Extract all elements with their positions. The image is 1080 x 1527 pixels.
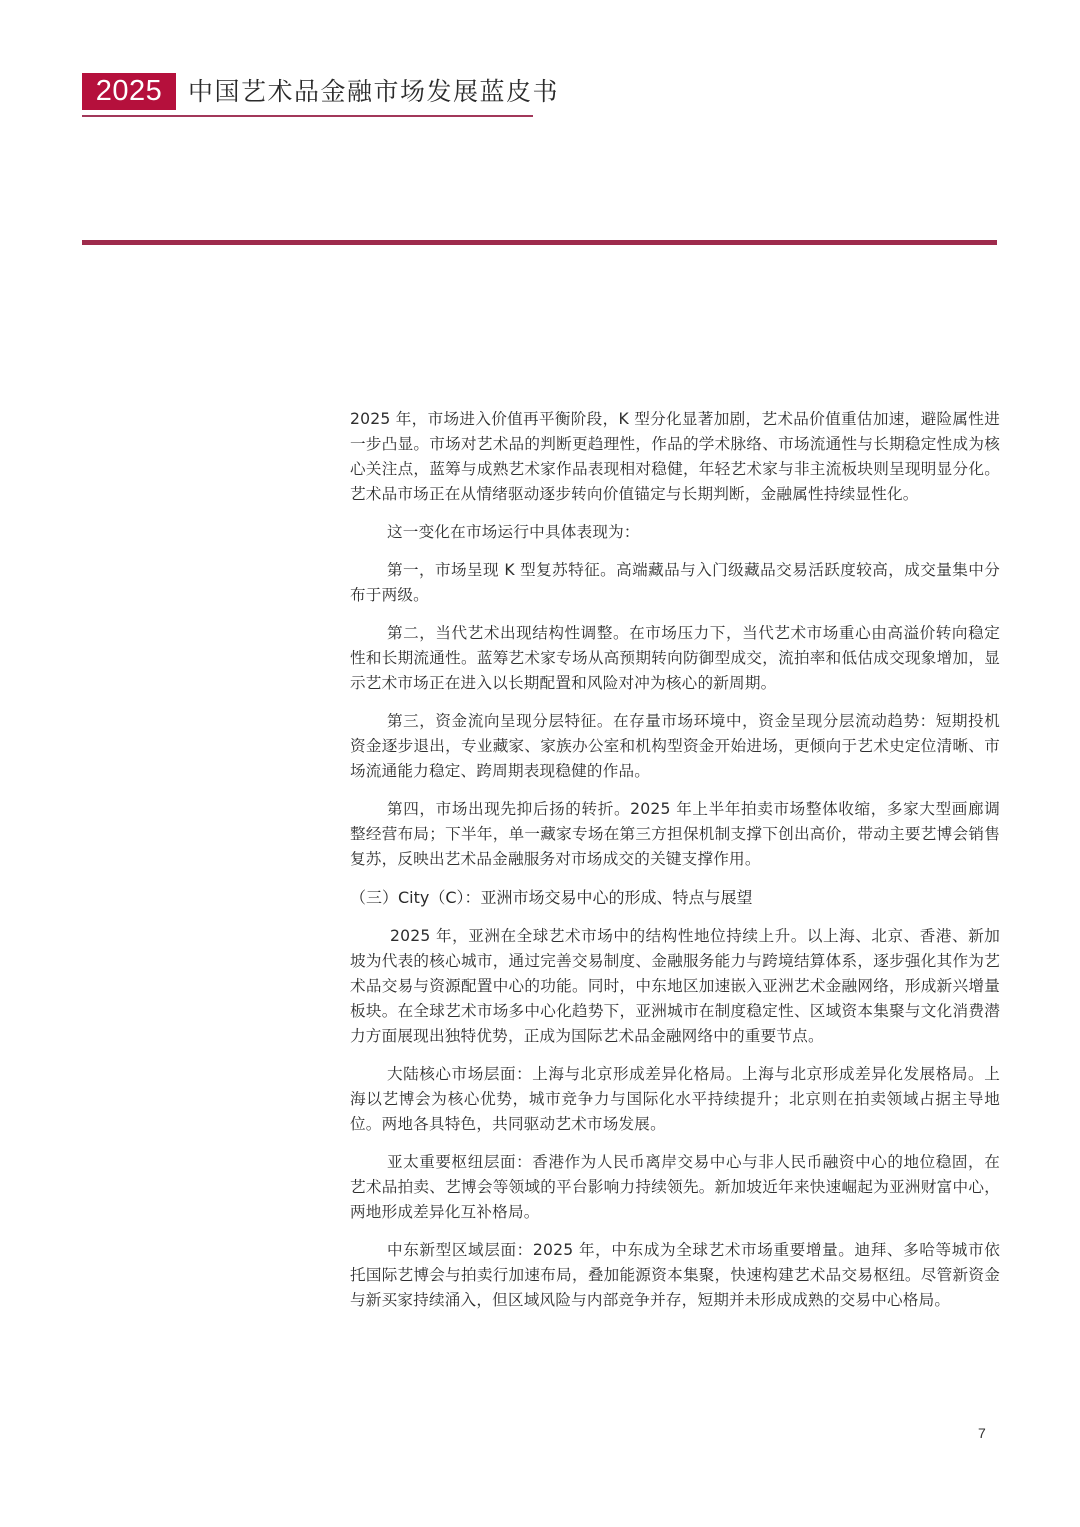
- document-title: 中国艺术品金融市场发展蓝皮书: [188, 77, 560, 106]
- body-content: [350, 407, 1000, 1326]
- intro-paragraph: 2025 年，市场进入价值再平衡阶段，K 型分化显著加剧，艺术品价值重估加速，避险属性进一步凸显。市场对艺术品的判断更趋理性，作品的学术脉络、市场流通性与长期稳定性成为核心关注点，蓝筹与成熟艺术家作品表现相对稳健，年轻艺术家与非主流板块则呈现明显分化。艺术品市场正在从情绪驱动逐步转向价值锚定与长期判断，金融属性持续显性化。: [350, 410, 1000, 503]
- page-number: 7: [978, 1425, 986, 1441]
- page-header: [82, 73, 560, 118]
- header-underline: [82, 115, 533, 117]
- point-two-paragraph: 第二，当代艺术出现结构性调整。在市场压力下，当代艺术市场重心由高溢价转向稳定性和长期流通性。蓝筹艺术家专场从高预期转向防御型成交，流拍率和低估成交现象增加，显示艺术市场正在进入以长期配置和风险对冲为核心的新周期。: [350, 624, 1000, 692]
- mainland-market-paragraph: 大陆核心市场层面：上海与北京形成差异化格局。上海与北京形成差异化发展格局。上海以艺博会为核心优势，城市竞争力与国际化水平持续提升；北京则在拍卖领域占据主导地位。两地各具特色，共同驱动艺术市场发展。: [350, 1065, 1000, 1133]
- list-intro-paragraph: 这一变化在市场运行中具体表现为：: [387, 523, 640, 541]
- asia-pacific-hub-paragraph: 亚太重要枢纽层面：香港作为人民币离岸交易中心与非人民币融资中心的地位稳固，在艺术品拍卖、艺博会等领域的平台影响力持续领先。新加坡近年来快速崛起为亚洲财富中心，两地形成差异化互补格局。: [350, 1153, 1000, 1221]
- year-badge: 2025: [82, 73, 176, 110]
- point-one-paragraph: 第一，市场呈现 K 型复苏特征。高端藏品与入门级藏品交易活跃度较高，成交量集中分布于两级。: [350, 561, 1000, 604]
- point-three-paragraph: 第三，资金流向呈现分层特征。在存量市场环境中，资金呈现分层流动趋势：短期投机资金逐步退出，专业藏家、家族办公室和机构型资金开始进场，更倾向于艺术史定位清晰、市场流通能力稳定、跨周期表现稳健的作品。: [350, 712, 1000, 780]
- section-heading: （三）City（C）：亚洲市场交易中心的形成、特点与展望: [350, 888, 753, 907]
- section-divider-rule: [82, 240, 997, 245]
- point-four-paragraph: 第四，市场出现先抑后扬的转折。2025 年上半年拍卖市场整体收缩，多家大型画廊调整经营布局；下半年，单一藏家专场在第三方担保机制支撑下创出高价，带动主要艺博会销售复苏，反映出艺术品金融服务对市场成交的关键支撑作用。: [350, 800, 1000, 868]
- middle-east-paragraph: 中东新型区域层面：2025 年，中东成为全球艺术市场重要增量。迪拜、多哈等城市依托国际艺博会与拍卖行加速布局，叠加能源资本集聚，快速构建艺术品交易枢纽。尽管新资金与新买家持续涌入，但区域风险与内部竞争并存，短期并未形成成熟的交易中心格局。: [350, 1241, 1000, 1309]
- asia-overview-paragraph: 2025 年，亚洲在全球艺术市场中的结构性地位持续上升。以上海、北京、香港、新加坡为代表的核心城市，通过完善交易制度、金融服务能力与跨境结算体系，逐步强化其作为艺术品交易与资源配置中心的功能。同时，中东地区加速嵌入亚洲艺术金融网络，形成新兴增量板块。在全球艺术市场多中心化趋势下，亚洲城市在制度稳定性、区域资本集聚与文化消费潜力方面展现出独特优势，正成为国际艺术品金融网络中的重要节点。: [350, 927, 1000, 1045]
